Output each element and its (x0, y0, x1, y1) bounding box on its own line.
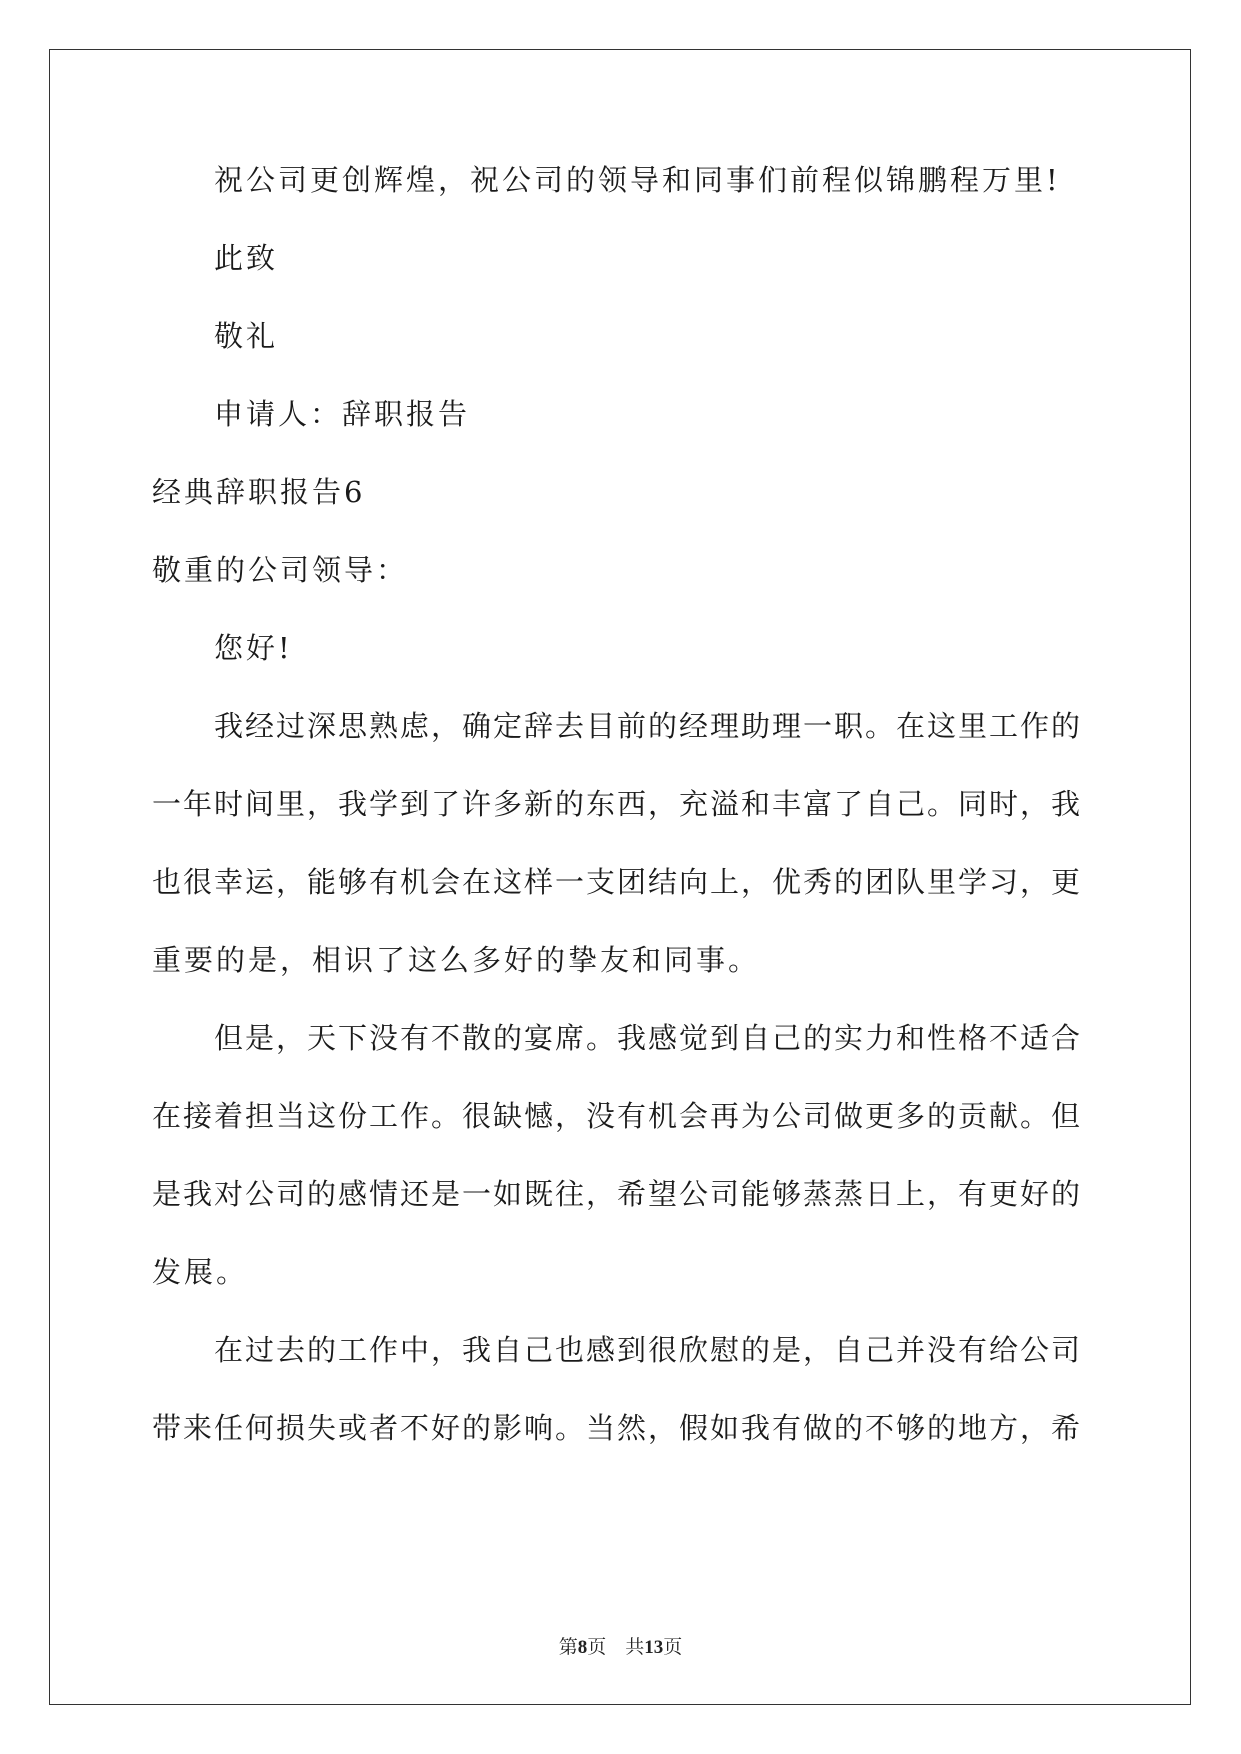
paragraph-line: 此致 (214, 241, 279, 275)
paragraph-line: 重要的是，相识了这么多好的挚友和同事。 (152, 943, 761, 977)
paragraph-line: 在接着担当这份工作。很缺憾，没有机会再为公司做更多的贡献。但 (152, 1099, 1083, 1133)
paragraph-line: 我经过深思熟虑，确定辞去目前的经理助理一职。在这里工作的 (214, 709, 1083, 743)
paragraph-line: 敬礼 (214, 319, 279, 353)
paragraph-line: 是我对公司的感情还是一如既往，希望公司能够蒸蒸日上，有更好的 (152, 1177, 1083, 1211)
paragraph-line: 带来任何损失或者不好的影响。当然，假如我有做的不够的地方，希 (152, 1411, 1083, 1445)
paragraph-line: 祝公司更创辉煌，祝公司的领导和同事们前程似锦鹏程万里! (214, 163, 1061, 197)
current-page-number: 8 (577, 1637, 588, 1658)
paragraph-line: 但是，天下没有不散的宴席。我感觉到自己的实力和性格不适合 (214, 1021, 1083, 1055)
paragraph-line: 申请人：辞职报告 (214, 397, 471, 431)
greeting: 您好! (214, 631, 293, 665)
footer-total-suffix: 页 (663, 1637, 683, 1658)
footer-total-prefix: 共 (625, 1637, 645, 1658)
footer-prefix: 第 (558, 1637, 578, 1658)
paragraph-line: 也很幸运，能够有机会在这样一支团结向上，优秀的团队里学习，更 (152, 865, 1083, 899)
page-footer (0, 1632, 1241, 1659)
salutation: 敬重的公司领导： (152, 553, 409, 587)
paragraph-line: 发展。 (152, 1255, 249, 1289)
paragraph-line: 在过去的工作中，我自己也感到很欣慰的是，自己并没有给公司 (214, 1333, 1083, 1367)
footer-page-suffix: 页 (587, 1637, 607, 1658)
total-page-count: 13 (644, 1637, 664, 1658)
section-heading: 经典辞职报告6 (152, 475, 366, 509)
paragraph-line: 一年时间里，我学到了许多新的东西，充溢和丰富了自己。同时，我 (152, 787, 1083, 821)
